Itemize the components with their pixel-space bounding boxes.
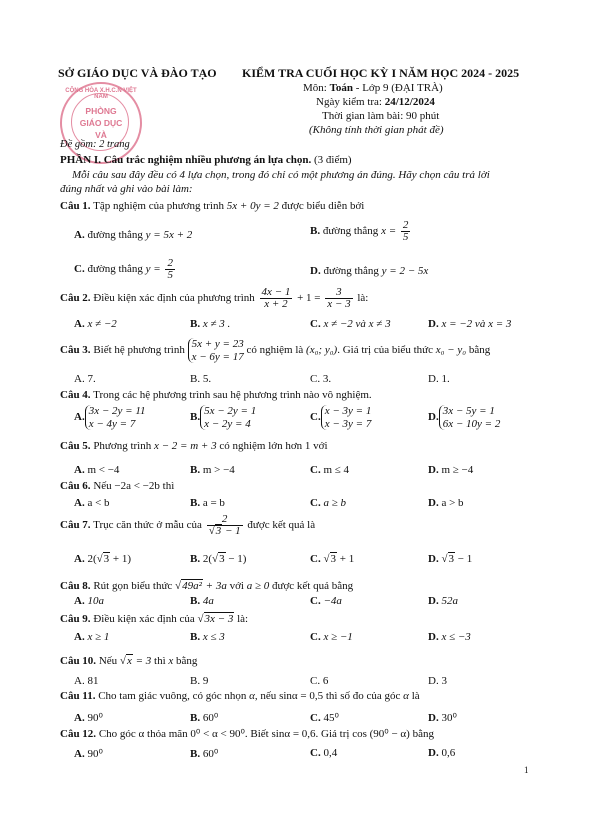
q1-b-label: B. — [310, 225, 321, 238]
q10-eq: = 3 — [132, 655, 152, 667]
q11-d-value: 30⁰ — [441, 712, 457, 724]
q8-c-label: C. — [310, 595, 324, 607]
q3-expression: x₀ − y₀ — [435, 344, 467, 357]
q5-c-label: C. — [310, 464, 324, 476]
q7-d-root: 3 — [448, 553, 454, 565]
q9-a-value: x ≥ 1 — [87, 631, 110, 643]
q10-option-d: D. 3 — [428, 675, 447, 687]
q3-text: Biết hệ phương trình — [90, 344, 188, 357]
q4-d-eq-1: 3x − 5y = 1 — [442, 405, 495, 417]
q4-a-eq-1: 3x − 2y = 11 — [88, 405, 146, 417]
q7-c-label: C. — [310, 553, 324, 565]
q10-var: x — [168, 655, 174, 667]
q1-a-label: A. — [74, 229, 85, 241]
q12-option-d — [428, 747, 455, 759]
q3-option-b: B. 5. — [190, 373, 212, 385]
q7-den-root: 3 — [215, 525, 222, 537]
q7-den-tail: − 1 — [222, 525, 241, 537]
subject: Toán — [329, 82, 354, 94]
q11-a-label: A. — [74, 712, 88, 724]
q1-option-b — [310, 220, 412, 243]
q3-text-4: bằng — [466, 344, 491, 357]
q1-c-den: 5 — [167, 269, 173, 281]
q7-num: 2 — [207, 514, 243, 526]
q11-c-value: 45⁰ — [323, 712, 339, 724]
q8-option-a — [74, 595, 104, 607]
q7-a-label: A. — [74, 553, 88, 565]
q10-label: Câu 10. — [60, 655, 97, 667]
q6-a-value: a < b — [87, 497, 110, 509]
q7-d-post: − 1 — [455, 553, 473, 565]
q11-alpha-2: α — [403, 690, 409, 702]
q11-c-label: C. — [310, 712, 324, 724]
q9-option-d — [428, 631, 471, 643]
q8-text: Rút gọn biểu thức — [90, 580, 176, 592]
q7-c-root: 3 — [330, 553, 336, 565]
q10-text: Nếu — [96, 655, 120, 667]
q9-a-label: A. — [74, 631, 88, 643]
q12-label: Câu 12. — [60, 728, 97, 740]
q11-text-4: là — [408, 690, 420, 702]
date-prefix: Ngày kiểm tra: — [316, 96, 385, 108]
q2-c-label: C. — [310, 318, 324, 330]
q10-stem: Câu 10. Nếu √x = 3 thì x bằng — [60, 655, 198, 667]
q7-b-root: 3 — [219, 553, 225, 565]
q5-equation: x − 2 = m + 3 — [153, 440, 217, 452]
part1-instruction-2: đúng nhất và ghi vào bài làm: — [60, 183, 193, 195]
q8-text-3: được kết quả bằng — [269, 580, 354, 592]
q4-stem — [60, 389, 372, 401]
q1-c-text: đường thẳng — [87, 263, 146, 276]
q2-b-label: B. — [190, 318, 203, 330]
q6-stem — [60, 480, 174, 492]
q4-option-c — [310, 405, 371, 430]
q3-option-c: C. 3. — [310, 373, 332, 385]
q7-option-a: A. 2(√3 + 1) — [74, 553, 132, 565]
q4-a-label: A. — [74, 411, 85, 424]
part1-instruction-1: Mỗi câu sau đây đều có 4 lựa chọn, trong đó chỉ có một phương án đúng. Hãy chọn câu trả lời — [72, 169, 490, 181]
q4-text: Trong các hệ phương trình sau hệ phương trình nào vô nghiệm. — [90, 389, 372, 401]
q3-text-2: có nghiệm là — [243, 344, 307, 357]
stamp-line-3: VÀ — [95, 130, 107, 140]
q9-stem: Câu 9. Điều kiện xác định của √3x − 3 là: — [60, 613, 249, 625]
q8-option-b — [190, 595, 214, 607]
q1-c-num: 2 — [167, 257, 173, 269]
q7-option-c: C. √3 + 1 — [310, 553, 355, 565]
official-stamp — [60, 82, 142, 164]
page-number: 1 — [524, 765, 529, 775]
q11-d-label: D. — [428, 712, 442, 724]
q4-d-eq-2: 6x − 10y = 2 — [442, 417, 501, 430]
q5-d-label: D. — [428, 464, 442, 476]
q1-c-eq: y = — [145, 263, 164, 276]
q8-option-d — [428, 595, 458, 607]
q12-d-label: D. — [428, 747, 442, 759]
department-name: SỞ GIÁO DỤC VÀ ĐÀO TẠO — [58, 66, 217, 80]
q2-d-label: D. — [428, 318, 442, 330]
q9-root: 3x − 3 — [204, 613, 234, 625]
q1-c-label: C. — [74, 263, 85, 276]
q10-option-b: B. 9 — [190, 675, 209, 687]
q6-option-a — [74, 497, 110, 509]
q4-a-eq-2: x − 4y = 7 — [88, 417, 136, 430]
q5-a-value: m < −4 — [87, 464, 120, 476]
q10-root: x — [126, 655, 132, 667]
q11-label: Câu 11. — [60, 690, 96, 702]
q9-option-a — [74, 631, 109, 643]
q1-d-label: D. — [310, 265, 321, 277]
q8-c-value: −4a — [323, 595, 342, 607]
q1-option-c — [74, 258, 177, 281]
q11-condition: sinα = 0,5 — [279, 690, 324, 702]
q8-a-label: A. — [74, 595, 88, 607]
q2-a-label: A. — [74, 318, 88, 330]
q9-b-label: B. — [190, 631, 203, 643]
q9-text-2: là: — [234, 613, 249, 625]
q5-b-value: m > −4 — [202, 464, 235, 476]
q11-option-d — [428, 711, 457, 724]
q7-b-label: B. — [190, 553, 203, 565]
q12-a-label: A. — [74, 748, 88, 760]
q12-option-a — [74, 747, 103, 760]
q3-solution: (x₀; y₀) — [306, 344, 338, 357]
q7-option-b: B. 2(√3 − 1) — [190, 553, 247, 565]
q2-stem — [60, 287, 368, 310]
q8-condition: a ≥ 0 — [246, 580, 270, 592]
q2-den-2: x − 3 — [327, 298, 351, 310]
q12-c-value: 0,4 — [323, 747, 338, 759]
q6-c-label: C. — [310, 497, 324, 509]
q1-equation: 5x + 0y = 2 — [226, 200, 279, 212]
q4-option-a — [74, 405, 146, 430]
q6-c-value: a ≥ b — [323, 497, 346, 509]
q10-text-3: bằng — [173, 655, 198, 667]
exam-date: 24/12/2024 — [384, 96, 435, 108]
q7-label: Câu 7. — [60, 519, 91, 532]
q3-option-d: D. 1. — [428, 373, 450, 385]
q9-c-label: C. — [310, 631, 324, 643]
q3-sys-1: 5x + y = 23 — [191, 338, 244, 350]
subject-prefix: Môn: — [303, 82, 330, 94]
q2-label: Câu 2. — [60, 292, 91, 305]
q12-d-value: 0,6 — [441, 747, 456, 759]
q5-stem — [60, 440, 328, 452]
q8-label: Câu 8. — [60, 580, 91, 592]
q8-option-c — [310, 595, 342, 607]
q10-text-2: thì — [151, 655, 169, 667]
q3-system — [188, 338, 244, 363]
q11-stem — [60, 690, 420, 702]
q5-a-label: A. — [74, 464, 88, 476]
q4-option-d — [428, 405, 500, 430]
q1-b-num: 2 — [402, 219, 409, 231]
q8-d-label: D. — [428, 595, 442, 607]
q1-option-a — [74, 229, 192, 241]
q4-c-label: C. — [310, 411, 321, 424]
part1-points: (3 điểm) — [311, 154, 352, 166]
q1-text: Tập nghiệm của phương trình — [90, 200, 227, 212]
stamp-line-1: PHÒNG — [85, 106, 117, 116]
exam-date-line — [316, 96, 435, 108]
q6-a-label: A. — [74, 497, 88, 509]
q9-label: Câu 9. — [60, 613, 91, 625]
q2-c-value: x ≠ −2 và x ≠ 3 — [323, 318, 391, 330]
q11-text-3: thì số đo của góc — [323, 690, 404, 702]
page-count: Đề gồm: 2 trang — [60, 139, 130, 150]
q8-d-value: 52a — [441, 595, 458, 607]
q7-a-root: 3 — [103, 553, 110, 565]
q11-option-b — [190, 711, 218, 724]
q9-option-c — [310, 631, 353, 643]
q9-text: Điều kiện xác định của — [90, 613, 198, 625]
q6-option-c — [310, 497, 346, 509]
q11-text-2: , nếu — [254, 690, 280, 702]
q12-b-value: 60⁰ — [202, 748, 219, 760]
q2-plus: + 1 = — [294, 292, 324, 305]
q12-a-value: 90⁰ — [87, 748, 103, 760]
q11-option-c — [310, 711, 339, 724]
q1-b-den: 5 — [402, 231, 409, 243]
part1-heading — [60, 154, 352, 166]
q10-option-c: C. 6 — [310, 675, 329, 687]
q9-option-b — [190, 631, 225, 643]
q2-num-1: 4x − 1 — [261, 286, 291, 298]
q2-text-2: là: — [354, 292, 369, 305]
q3-text-3: . Giá trị của biểu thức — [337, 344, 436, 357]
q9-d-label: D. — [428, 631, 442, 643]
q4-b-eq-2: x − 2y = 4 — [204, 417, 251, 430]
q4-c-eq-1: x − 3y = 1 — [324, 405, 372, 417]
q8-b-value: 4a — [202, 595, 214, 607]
q10-option-a: A. 81 — [74, 675, 99, 687]
q4-b-eq-1: 5x − 2y = 1 — [204, 405, 257, 417]
exam-duration: Thời gian làm bài: 90 phút — [322, 110, 440, 122]
q4-label: Câu 4. — [60, 389, 91, 401]
q7-stem: Câu 7. Trục căn thức ở mẫu của $\frac{2}{√3 - 1}$ được kết quả là — [60, 513, 316, 537]
q12-option-b — [190, 747, 218, 760]
q5-c-value: m ≤ 4 — [323, 464, 350, 476]
q6-d-label: D. — [428, 497, 442, 509]
q6-text: Nếu −2a < −2b thì — [90, 480, 175, 492]
q9-d-value: x ≤ −3 — [441, 631, 471, 643]
q1-b-eq: x = — [381, 225, 399, 238]
q12-stem — [60, 727, 434, 740]
q3-sys-2: x − 6y = 17 — [191, 350, 244, 363]
q4-d-label: D. — [428, 411, 439, 424]
q8-b-label: B. — [190, 595, 203, 607]
q2-den-1: x + 2 — [264, 298, 288, 310]
q7-text: Trục căn thức ở mẫu của — [90, 519, 205, 532]
q11-option-a — [74, 711, 103, 724]
q5-option-d — [428, 464, 473, 476]
q2-text: Điều kiện xác định của phương trình — [90, 292, 258, 305]
stamp-ring-text: CỘNG HÒA X.H.C.N VIỆT NAM — [65, 88, 137, 100]
q8-tail: + 3a — [202, 580, 227, 592]
q7-a-post: + 1) — [110, 553, 132, 565]
q6-b-label: B. — [190, 497, 203, 509]
q11-b-value: 60⁰ — [202, 712, 219, 724]
q2-b-value: x ≠ 3 . — [202, 318, 231, 330]
part1-title: PHẦN I. Câu trắc nghiệm nhiều phương án lựa chọn. — [60, 154, 312, 166]
q9-c-value: x ≥ −1 — [323, 631, 353, 643]
q6-d-value: a > b — [441, 497, 464, 509]
q3-option-a: A. 7. — [74, 373, 96, 385]
q6-b-value: a = b — [202, 497, 225, 509]
q12-option-c — [310, 747, 337, 759]
q8-root: 49a² — [182, 580, 202, 592]
q7-text-2: được kết quả là — [244, 519, 316, 532]
q11-b-label: B. — [190, 712, 203, 724]
q7-a-pre: 2( — [87, 553, 97, 565]
q5-option-a — [74, 464, 119, 476]
q8-text-2: với — [226, 580, 247, 592]
q7-c-post: + 1 — [337, 553, 355, 565]
q1-option-d — [310, 265, 428, 277]
q7-d-label: D. — [428, 553, 442, 565]
q9-b-value: x ≤ 3 — [202, 631, 225, 643]
q11-text: Cho tam giác vuông, có góc nhọn — [95, 690, 250, 702]
q7-option-d: D. √3 − 1 — [428, 553, 473, 565]
q1-text-2: được biểu diễn bởi — [278, 200, 365, 212]
q2-option-d — [428, 318, 511, 330]
q7-b-post: − 1) — [225, 553, 247, 565]
q7-b-pre: 2( — [202, 553, 213, 565]
q1-d-text: đường thẳng — [323, 265, 382, 277]
q6-option-b — [190, 497, 225, 509]
q2-option-a — [74, 318, 117, 330]
stamp-line-2: GIÁO DỤC — [79, 118, 123, 128]
q1-d-eq: y = 2 − 5x — [381, 265, 429, 277]
q6-label: Câu 6. — [60, 480, 91, 492]
q12-c-label: C. — [310, 747, 324, 759]
q8-stem: Câu 8. Rút gọn biểu thức √49a² + 3a với a ≥ 0 được kết quả bằng — [60, 580, 354, 592]
q5-b-label: B. — [190, 464, 203, 476]
q5-option-c — [310, 464, 349, 476]
q1-a-eq: y = 5x + 2 — [145, 229, 193, 241]
q12-text: Cho góc α thỏa mãn 0⁰ < α < 90⁰. Biết sinα = 0,6. Giá trị cos (90⁰ − α) bằng — [96, 728, 434, 740]
q3-stem — [60, 338, 490, 363]
q5-text: Phương trình — [90, 440, 154, 452]
q11-alpha: α — [249, 690, 255, 702]
exam-title: KIỂM TRA CUỐI HỌC KỲ I NĂM HỌC 2024 - 2025 — [242, 66, 520, 80]
q8-a-value: 10a — [87, 595, 104, 607]
q6-option-d — [428, 497, 464, 509]
q4-b-label: B. — [190, 411, 201, 424]
q4-c-eq-2: x − 3y = 7 — [324, 417, 372, 430]
q2-option-c — [310, 318, 391, 330]
q11-a-value: 90⁰ — [87, 712, 103, 724]
q1-b-text: đường thẳng — [322, 225, 382, 238]
q5-d-value: m ≥ −4 — [441, 464, 474, 476]
q3-label: Câu 3. — [60, 344, 91, 357]
q1-stem — [60, 200, 364, 212]
exam-note: (Không tính thời gian phát đề) — [309, 124, 444, 136]
subject-suffix: - Lớp 9 (ĐẠI TRÀ) — [353, 82, 443, 94]
q5-text-2: có nghiệm lớn hơn 1 với — [216, 440, 328, 452]
q2-a-value: x ≠ −2 — [87, 318, 117, 330]
q12-b-label: B. — [190, 748, 203, 760]
q1-label: Câu 1. — [60, 200, 91, 212]
q1-a-text: đường thẳng — [87, 229, 146, 241]
q2-num-2: 3 — [325, 287, 352, 299]
q5-label: Câu 5. — [60, 440, 91, 452]
q2-option-b — [190, 318, 230, 330]
q5-option-b — [190, 464, 235, 476]
q2-d-value: x = −2 và x = 3 — [441, 318, 512, 330]
q4-option-b — [190, 405, 256, 430]
